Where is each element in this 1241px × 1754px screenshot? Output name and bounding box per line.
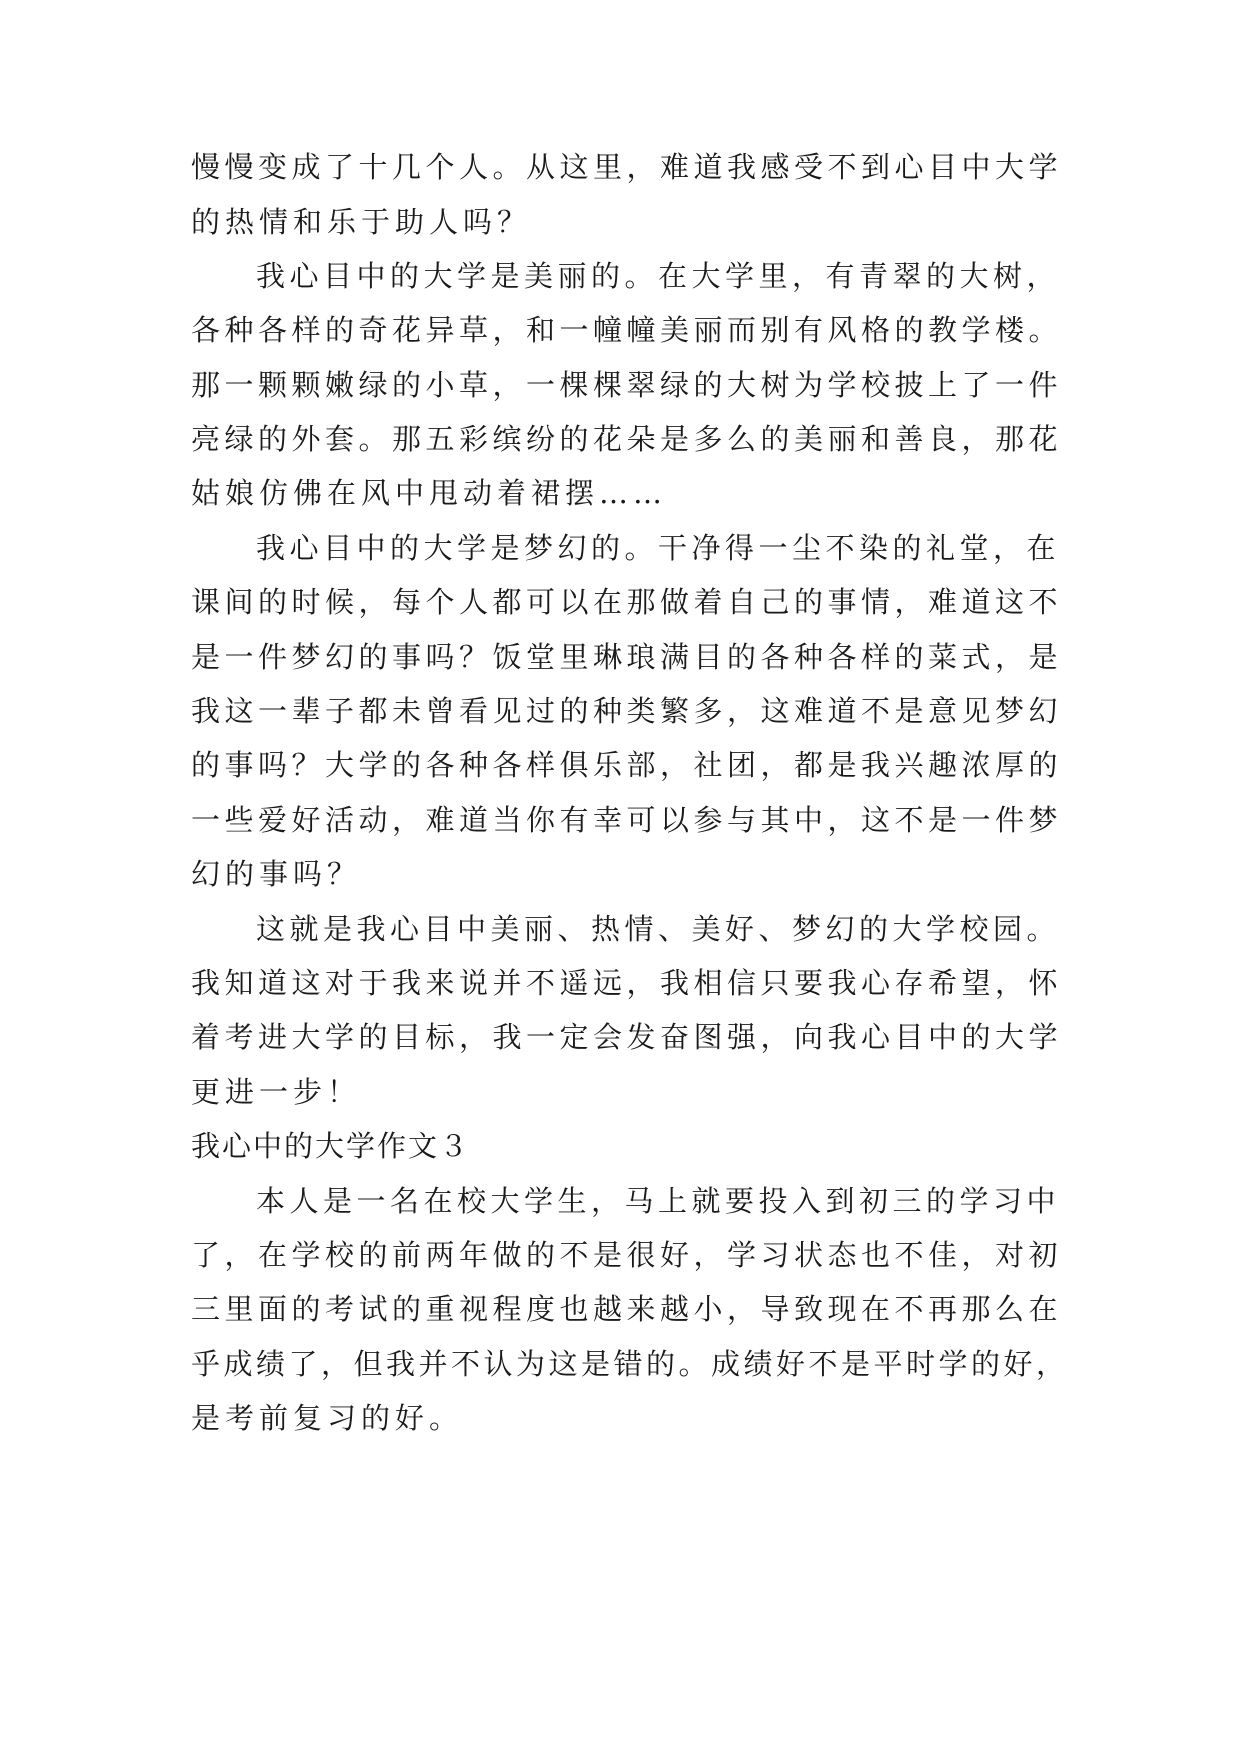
paragraph-first-line: 这就是我心目中美丽、热情、美好、梦幻的大学校园。 <box>256 912 1061 946</box>
text-line: 幻的事吗？ <box>191 857 362 891</box>
paragraph-first-line: 我心目中的大学是梦幻的。干净得一尘不染的礼堂，在 <box>256 531 1061 565</box>
text-line: 三里面的考试的重视程度也越来越小，导致现在不再那么在 <box>191 1292 1063 1326</box>
text-line: 更进一步！ <box>191 1075 362 1109</box>
text-line: 是考前复习的好。 <box>191 1401 464 1435</box>
text-line: 我知道这对于我来说并不遥远，我相信只要我心存希望，怀 <box>191 966 1063 1000</box>
section-heading: 我心中的大学作文３ <box>191 1129 471 1163</box>
text-line: 姑娘仿佛在风中甩动着裙摆…… <box>191 476 668 510</box>
text-line: 亮绿的外套。那五彩缤纷的花朵是多么的美丽和善良，那花 <box>191 422 1063 456</box>
text-line: 我这一辈子都未曾看见过的种类繁多，这难道不是意见梦幻 <box>191 694 1063 728</box>
text-line: 那一颗颗嫩绿的小草，一棵棵翠绿的大树为学校披上了一件 <box>191 368 1063 402</box>
paragraph-first-line: 本人是一名在校大学生，马上就要投入到初三的学习中 <box>256 1184 1061 1218</box>
text-line: 了，在学校的前两年做的不是很好，学习状态也不佳，对初 <box>191 1238 1063 1272</box>
text-line: 各种各样的奇花异草，和一幢幢美丽而别有风格的教学楼。 <box>191 313 1063 347</box>
text-line: 慢慢变成了十几个人。从这里，难道我感受不到心目中大学 <box>191 150 1063 184</box>
text-line: 的热情和乐于助人吗？ <box>191 205 532 239</box>
text-line: 课间的时候，每个人都可以在那做着自己的事情，难道这不 <box>191 585 1063 619</box>
text-line: 乎成绩了，但我并不认为这是错的。成绩好不是平时学的好， <box>191 1347 1069 1381</box>
text-line: 一些爱好活动，难道当你有幸可以参与其中，这不是一件梦 <box>191 803 1063 837</box>
text-line: 是一件梦幻的事吗？饭堂里琳琅满目的各种各样的菜式，是 <box>191 640 1063 674</box>
text-line: 的事吗？大学的各种各样俱乐部，社团，都是我兴趣浓厚的 <box>191 748 1063 782</box>
paragraph-first-line: 我心目中的大学是美丽的。在大学里，有青翠的大树， <box>256 259 1061 293</box>
text-line: 着考进大学的目标，我一定会发奋图强，向我心目中的大学 <box>191 1020 1063 1054</box>
